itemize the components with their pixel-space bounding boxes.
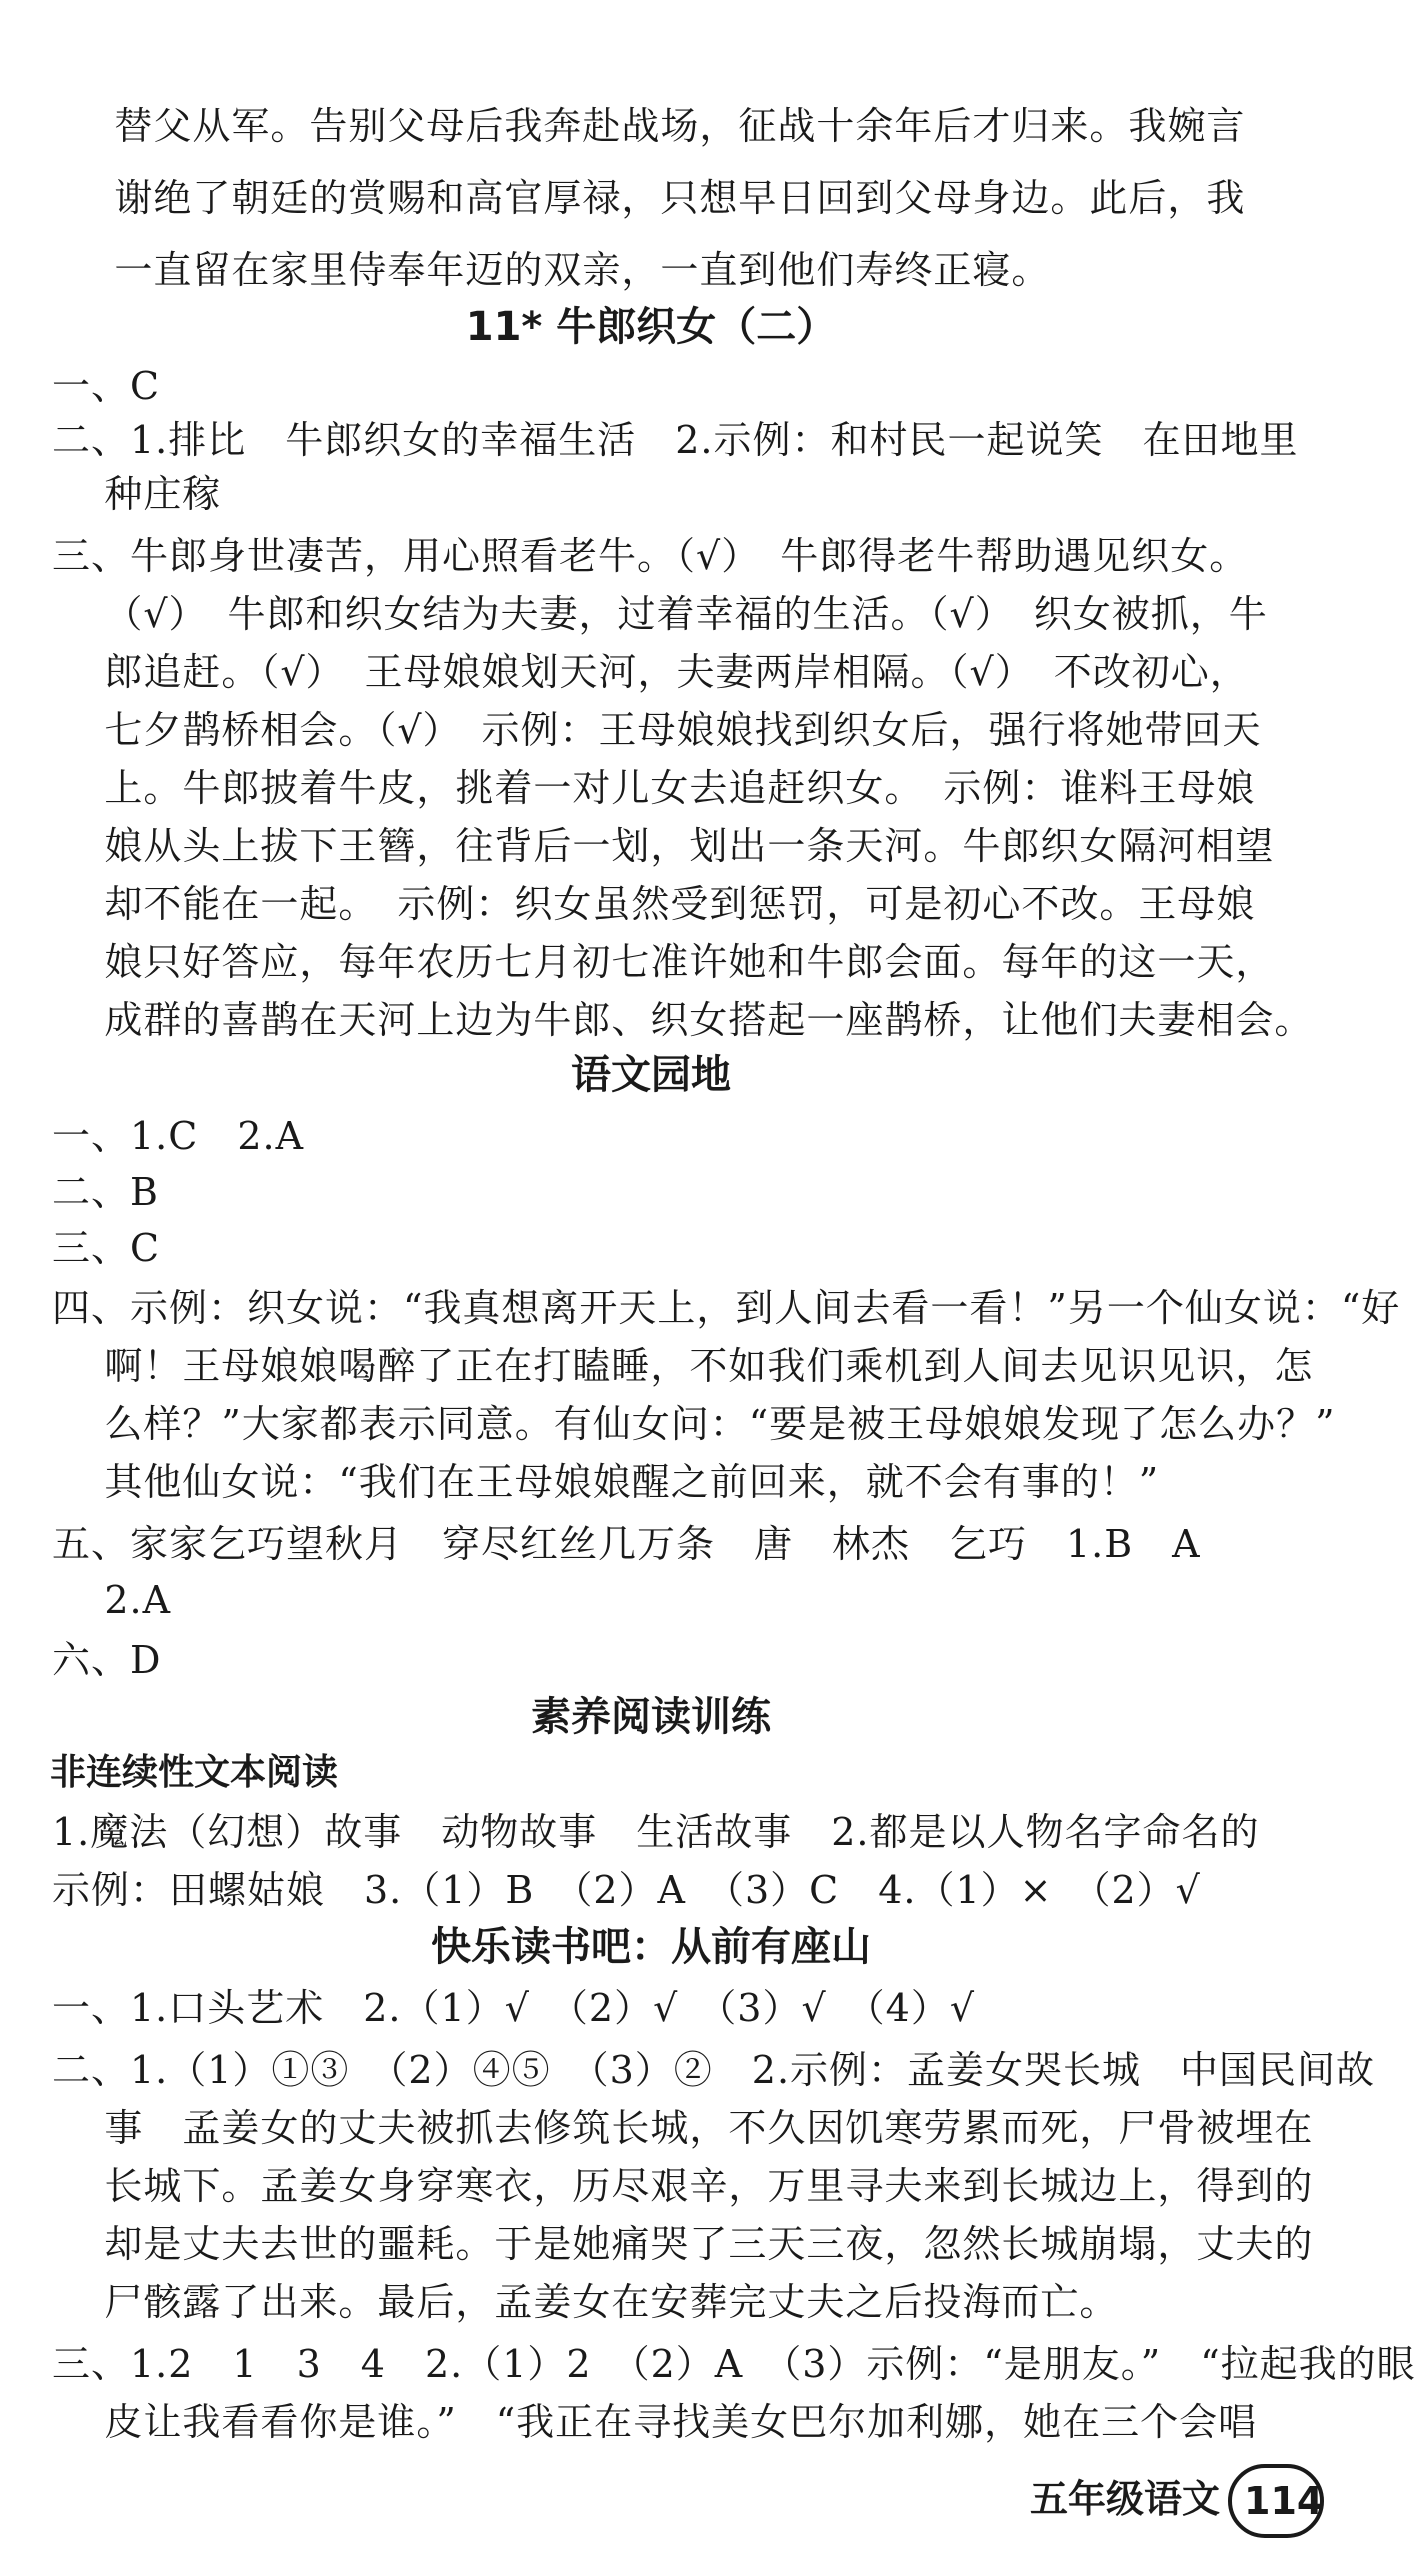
answer-line: 三、C — [52, 1226, 161, 1270]
answer-line: 么样？”大家都表示同意。有仙女问：“要是被王母娘娘发现了怎么办？” — [52, 1402, 1336, 1446]
answer-line: 其他仙女说：“我们在王母娘娘醒之前回来，就不会有事的！” — [52, 1460, 1160, 1504]
answer-line: 三、1.2 1 3 4 2.（1）2 （2）A （3）示例：“是朋友。” “拉起我的眼 — [52, 2342, 1416, 2386]
text-line: 替父从军。告别父母后我奔赴战场，征战十余年后才归来。我婉言 — [62, 104, 1246, 148]
answer-line: 二、1.（1）①③ （2）④⑤ （3）② 2.示例：孟姜女哭长城 中国民间故 — [52, 2048, 1376, 2092]
page-number-badge: 114 — [1228, 2464, 1324, 2538]
answer-line: 郎追赶。（√） 王母娘娘划天河，夫妻两岸相隔。（√） 不改初心， — [52, 650, 1249, 694]
answer-line: 一、C — [52, 364, 161, 408]
answer-line: 一、1.口头艺术 2.（1）√ （2）√ （3）√ （4）√ — [52, 1986, 976, 2030]
answer-line: 娘只好答应，每年农历七月初七准许她和牛郎会面。每年的这一天， — [52, 940, 1275, 984]
answer-line: 事 孟姜女的丈夫被抓去修筑长城，不久因饥寒劳累而死，尸骨被埋在 — [52, 2106, 1314, 2150]
section-title-suyang: 素养阅读训练 — [531, 1694, 771, 1740]
answer-line: 四、示例：织女说：“我真想离开天上，到人间去看一看！”另一个仙女说：“好 — [52, 1286, 1401, 1330]
answer-line: 2.A — [52, 1578, 172, 1622]
section-title-kuaile-dushu: 快乐读书吧：从前有座山 — [431, 1924, 871, 1970]
text-line: 一直留在家里侍奉年迈的双亲，一直到他们寿终正寝。 — [62, 248, 1051, 292]
answer-line: 三、牛郎身世凄苦，用心照看老牛。（√） 牛郎得老牛帮助遇见织女。 — [52, 534, 1249, 578]
section-title-niulang: 11* 牛郎织女（二） — [465, 304, 837, 350]
answer-line: 二、1.排比 牛郎织女的幸福生活 2.示例：和村民一起说笑 在田地里 — [52, 418, 1299, 462]
answer-line: 却不能在一起。 示例：织女虽然受到惩罚，可是初心不改。王母娘 — [52, 882, 1256, 926]
answer-line: 尸骸露了出来。最后，孟姜女在安葬完丈夫之后投海而亡。 — [52, 2280, 1119, 2324]
answer-line: 长城下。孟姜女身穿寒衣，历尽艰辛，万里寻夫来到长城边上，得到的 — [52, 2164, 1314, 2208]
footer-grade-label: 五年级语文 — [1029, 2477, 1220, 2521]
answer-line: 1.魔法（幻想）故事 动物故事 生活故事 2.都是以人物名字命名的 — [52, 1810, 1260, 1854]
section-title-yuwen-yuandi: 语文园地 — [571, 1052, 731, 1098]
answer-line: 皮让我看看你是谁。” “我正在寻找美女巴尔加利娜，她在三个会唱 — [52, 2400, 1258, 2444]
answer-line: 却是丈夫去世的噩耗。于是她痛哭了三天三夜，忽然长城崩塌，丈夫的 — [52, 2222, 1314, 2266]
answer-line: 啊！王母娘娘喝醉了正在打瞌睡，不如我们乘机到人间去见识见识，怎 — [52, 1344, 1314, 1388]
answer-line: 二、B — [52, 1170, 159, 1214]
answer-line: （√） 牛郎和织女结为夫妻，过着幸福的生活。（√） 织女被抓，牛 — [52, 592, 1268, 636]
answer-line: 成群的喜鹊在天河上边为牛郎、织女搭起一座鹊桥，让他们夫妻相会。 — [52, 998, 1314, 1042]
answer-line: 七夕鹊桥相会。（√） 示例：王母娘娘找到织女后，强行将她带回天 — [52, 708, 1262, 752]
answer-line: 示例：田螺姑娘 3.（1）B （2）A （3）C 4.（1）× （2）√ — [52, 1868, 1201, 1912]
answer-line: 六、D — [52, 1638, 162, 1682]
text-line: 谢绝了朝廷的赏赐和高官厚禄，只想早日回到父母身边。此后，我 — [62, 176, 1246, 220]
answer-line: 一、1.C 2.A — [52, 1114, 305, 1158]
answer-line: 娘从头上拔下王簪，往背后一划，划出一条天河。牛郎织女隔河相望 — [52, 824, 1275, 868]
answer-line: 上。牛郎披着牛皮，挑着一对儿女去追赶织女。 示例：谁料王母娘 — [52, 766, 1256, 810]
subsection-heading: 非连续性文本阅读 — [50, 1752, 339, 1793]
answer-line: 种庄稼 — [52, 472, 222, 516]
answer-line: 五、家家乞巧望秋月 穿尽红丝几万条 唐 林杰 乞巧 1.B A — [52, 1522, 1201, 1566]
